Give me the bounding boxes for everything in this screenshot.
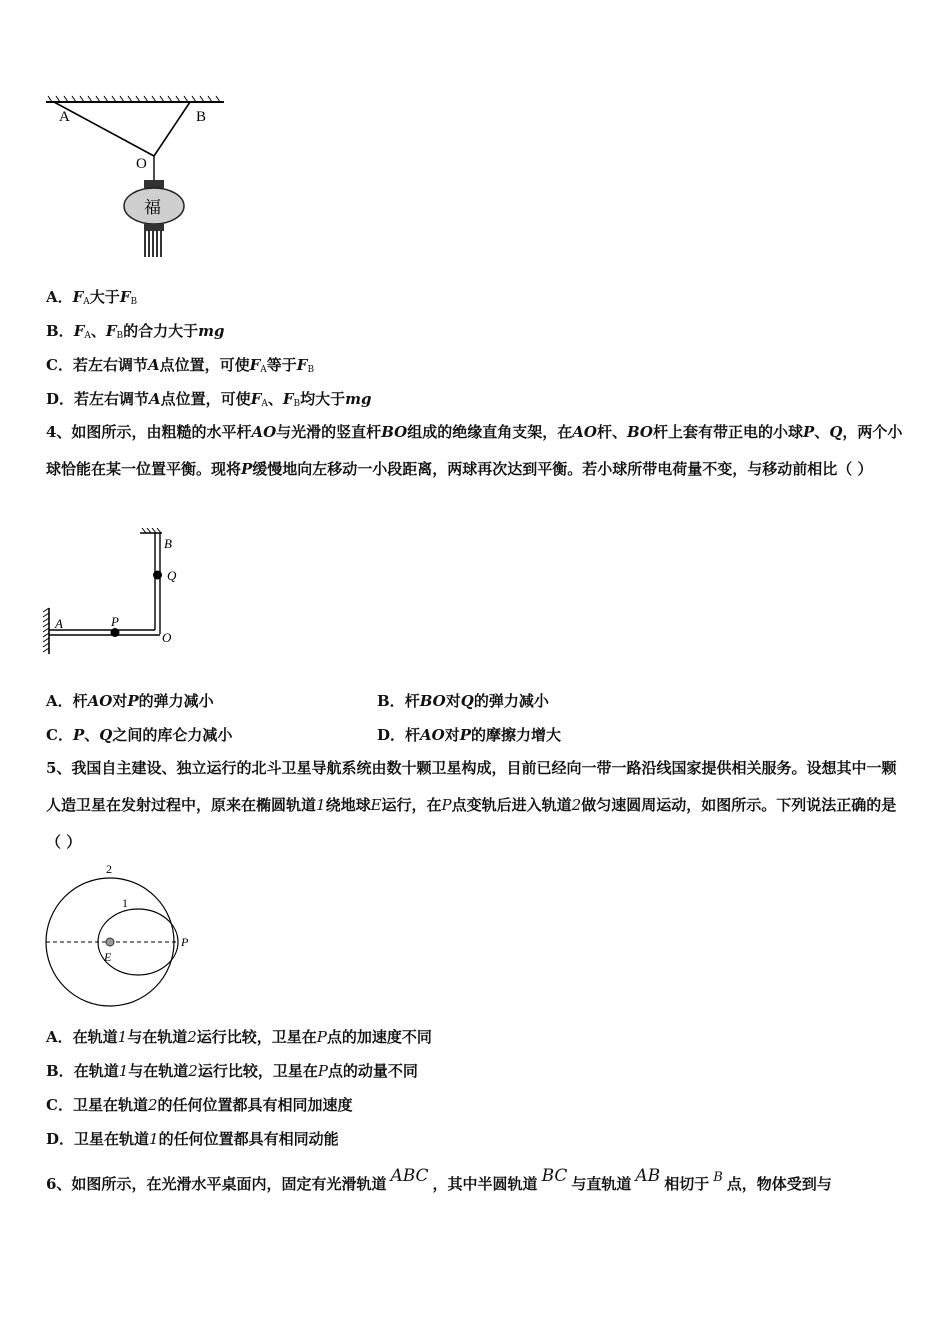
option-c-adjust-equal[interactable]: C．若左右调节A点位置，可使$F_A$等于$F_B$	[46, 356, 315, 375]
orbit2-label: 2	[106, 862, 112, 876]
label-b: B	[196, 109, 207, 125]
label-q: Q	[167, 568, 177, 583]
orbit1-label: 1	[122, 896, 128, 910]
right-angle-frame-figure	[40, 528, 190, 658]
q4-option-b[interactable]: B．杆BO对Q的弹力减小	[377, 692, 549, 710]
label-a: A	[59, 109, 70, 125]
option-d-adjust-greater[interactable]: D．若左右调节A点位置，可使$F_A$、$F_B$均大于mg	[46, 390, 372, 409]
option-b-resultant-force[interactable]: B．$F_A$、$F_B$的合力大于mg	[46, 322, 225, 341]
point-p-label: P	[181, 935, 189, 949]
label-p: P	[111, 614, 119, 629]
label-a: A	[55, 616, 63, 631]
label-o: O	[162, 630, 172, 645]
q5-option-c[interactable]: C．卫星在轨道2的任何位置都具有相同加速度	[46, 1096, 353, 1114]
question-4-stem: 4、如图所示，由粗糙的水平杆AO与光滑的竖直杆BO组成的绝缘直角支架，在AO杆、BO杆上套有带正电的小球P、Q，两个小球恰能在某一位置平衡。现将P缓慢地向左移动一小段距离，两球再次达到平衡。若小球所带电荷量不变，与移动前相比（ ）	[46, 423, 903, 478]
q4-option-a[interactable]: A．杆AO对P的弹力减小	[46, 692, 214, 710]
q4-option-c[interactable]: C．P、Q之间的库仑力减小	[46, 726, 233, 744]
lantern-figure	[40, 92, 230, 262]
q5-option-a[interactable]: A．在轨道1与在轨道2运行比较，卫星在P点的加速度不同	[46, 1028, 432, 1046]
question-5-stem: 5、我国自主建设、独立运行的北斗卫星导航系统由数十颗卫星构成，目前已经向一带一路沿线国家提供相关服务。设想其中一颗人造卫星在发射过程中，原来在椭圆轨道1绕地球E运行，在P点变轨后进入轨道2做匀速圆周运动，如图所示。下列说法正确的是（ ）	[46, 759, 897, 851]
lantern-char: 福	[144, 198, 161, 217]
q5-option-b[interactable]: B．在轨道1与在轨道2运行比较，卫星在P点的动量不同	[46, 1062, 418, 1080]
earth-label: E	[104, 950, 112, 964]
q4-option-d[interactable]: D．杆AO对P的摩擦力增大	[377, 726, 562, 744]
label-o: O	[136, 156, 147, 172]
q5-option-d[interactable]: D．卫星在轨道1的任何位置都具有相同动能	[46, 1130, 339, 1148]
option-a-force-compare[interactable]: A．$F_A$大于$F_B$	[46, 288, 138, 307]
label-b: B	[164, 536, 172, 551]
question-6-stem: 6、如图所示，在光滑水平桌面内，固定有光滑轨道 ABC ，其中半圆轨道 BC 与直轨道 AB 相切于 B 点，物体受到与	[46, 1166, 832, 1193]
orbit-figure	[40, 858, 200, 1010]
